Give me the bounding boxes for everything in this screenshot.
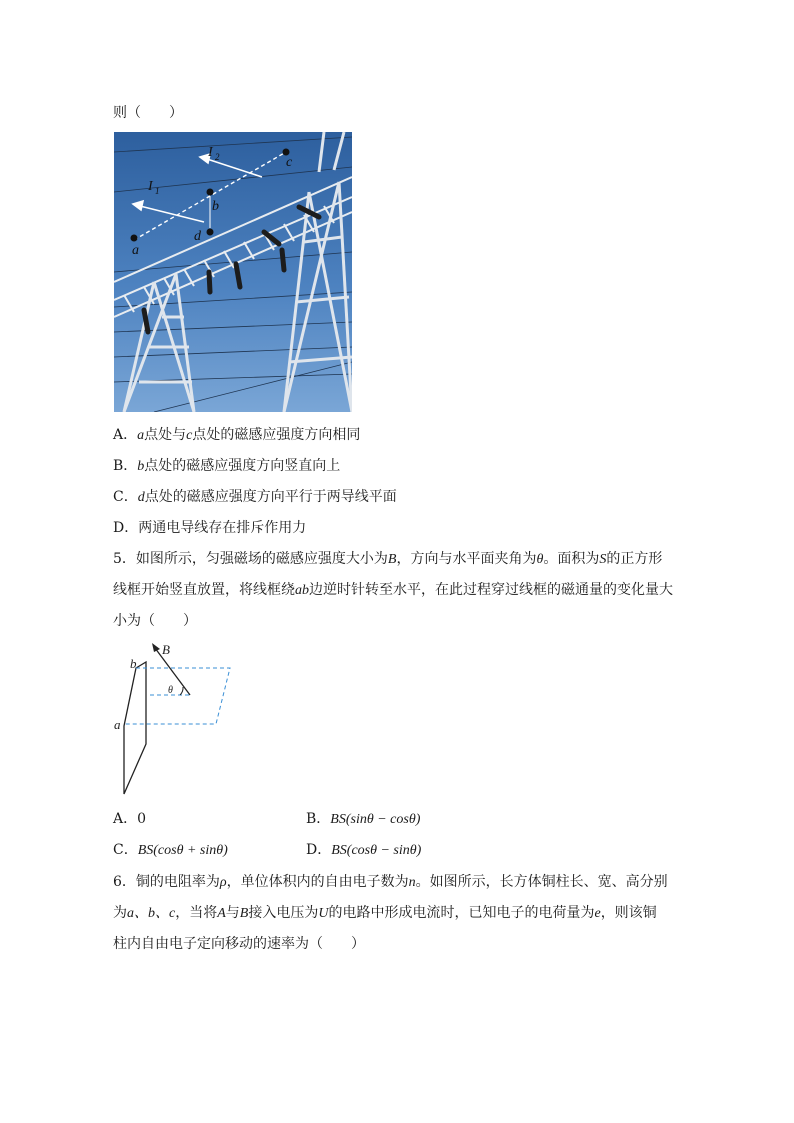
label-a: a (132, 243, 139, 258)
rotating-frame-diagram (110, 640, 240, 800)
q5-stem-line1: 5．如图所示，匀强磁场的磁感应强度大小为B，方向与水平面夹角为θ。面积为S的正方形 (113, 551, 663, 567)
label-d: d (194, 229, 201, 244)
q4-option-c: C．d点处的磁感应强度方向平行于两导线平面 (113, 489, 397, 505)
transmission-tower-photo (114, 132, 352, 412)
svg-text:2: 2 (215, 152, 220, 162)
label-i1: I (148, 179, 153, 194)
q5-stem-line3: 小为（ ） (113, 613, 197, 629)
q5-option-c: C．BS(cosθ + sinθ) (113, 842, 228, 858)
label-b: b (212, 199, 219, 214)
q5-options-row1: A．0 (113, 811, 147, 827)
q5-option-b: B．BS(sinθ − cosθ) (306, 811, 421, 827)
q6-stem-line3: 柱内自由电子定向移动的速率为（ ） (113, 936, 365, 952)
label-i2: I (208, 145, 213, 160)
q5-option-d: D．BS(cosθ − sinθ) (306, 842, 422, 858)
label-B: B (162, 642, 170, 657)
q5-stem-line2: 线框开始竖直放置，将线框绕ab边逆时针转至水平，在此过程穿过线框的磁通量的变化量大 (113, 582, 673, 598)
label-theta: θ (168, 685, 173, 696)
svg-text:1: 1 (155, 186, 160, 196)
q4-stem: 则（ ） (113, 105, 183, 121)
label-c: c (286, 155, 293, 170)
q6-stem-line2: 为a、b、c，当将A与B接入电压为U的电路中形成电流时，已知电子的电荷量为e，则该铜 (113, 905, 657, 921)
q6-stem-line1: 6．铜的电阻率为ρ，单位体积内的自由电子数为n。如图所示，长方体铜柱长、宽、高分别 (113, 874, 668, 890)
q4-option-d: D．两通电导线存在排斥作用力 (113, 520, 307, 536)
label-a: a (114, 717, 121, 732)
label-b: b (130, 656, 137, 671)
q4-option-b: B．b点处的磁感应强度方向竖直向上 (113, 458, 341, 474)
q4-option-a: A．a点处与c点处的磁感应强度方向相同 (113, 427, 361, 443)
